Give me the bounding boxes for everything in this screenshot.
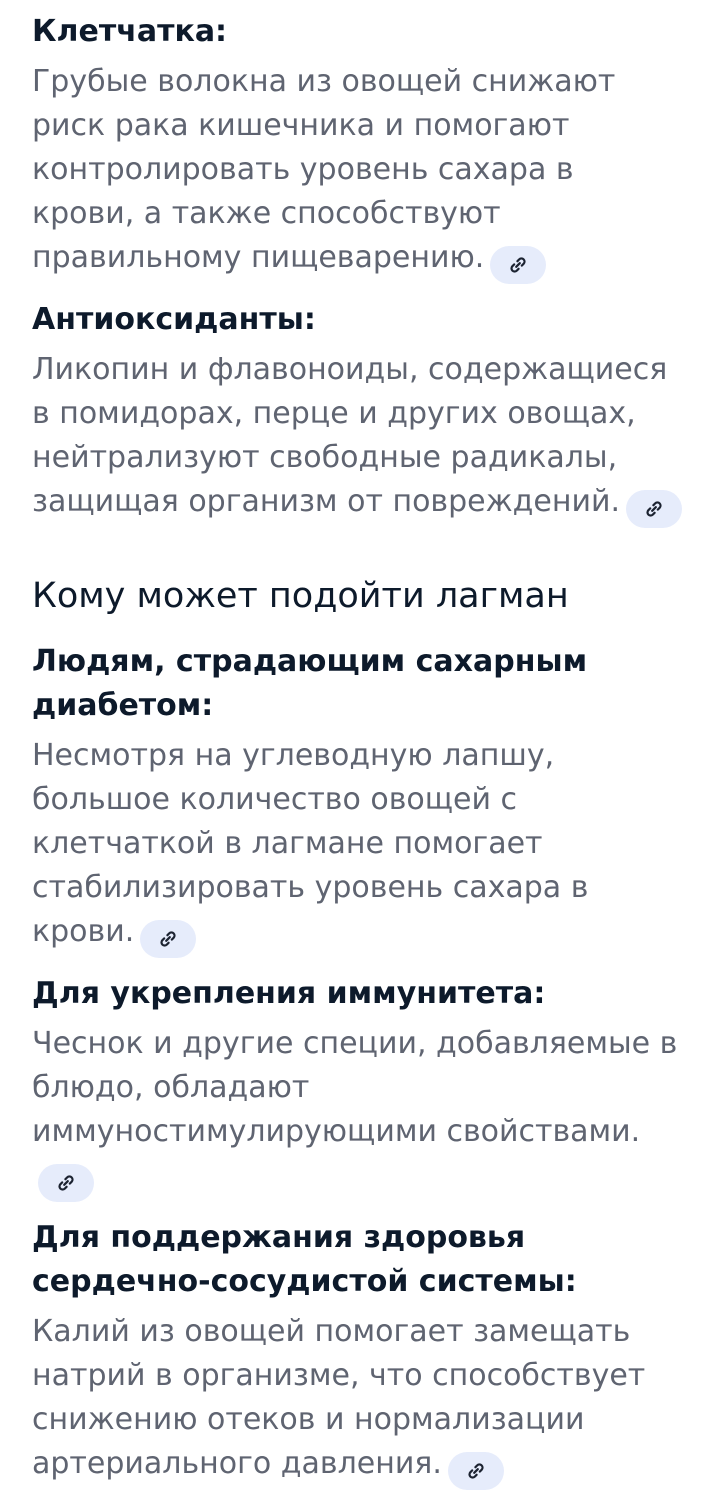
- diabetes-text: Несмотря на углеводную лапшу, большое количество овощей с клетчаткой в лагмане помогает стабилизировать уровень сахара в крови.: [32, 738, 589, 949]
- diabetes-heading: Людям, страдающим сахарным диабетом:: [32, 644, 588, 723]
- link-icon: [158, 929, 178, 949]
- link-icon: [56, 1173, 76, 1193]
- antioxidants-paragraph: [32, 348, 682, 528]
- cardio-text: Калий из овощей помогает замещать натрий в организме, что способствует снижению отеков и нормализации артериального давления.: [32, 1314, 646, 1481]
- link-icon: [644, 499, 664, 519]
- citation-button[interactable]: [448, 1452, 504, 1490]
- answer-content: [0, 10, 720, 1490]
- immunity-paragraph: [32, 1022, 682, 1202]
- link-icon: [508, 255, 528, 275]
- diabetes-paragraph: [32, 734, 682, 958]
- antioxidants-text: Ликопин и флавоноиды, содержащиеся в помидорах, перце и других овощах, нейтрализуют свободные радикалы, защищая организм от повреждений.: [32, 352, 668, 519]
- citation-button[interactable]: [490, 246, 546, 284]
- citation-button[interactable]: [626, 490, 682, 528]
- fiber-text: Грубые волокна из овощей снижают риск рака кишечника и помогают контролировать уровень сахара в крови, а также способствуют правильному пищеварению.: [32, 64, 616, 275]
- antioxidants-heading: Антиоксиданты:: [32, 302, 316, 337]
- link-icon: [466, 1461, 486, 1481]
- cardio-paragraph: [32, 1310, 682, 1490]
- fiber-paragraph: [32, 60, 682, 284]
- immunity-heading: Для укрепления иммунитета:: [32, 976, 546, 1011]
- fiber-heading: Клетчатка:: [32, 14, 228, 49]
- citation-button[interactable]: [38, 1164, 94, 1202]
- cardio-heading: Для поддержания здоровья сердечно-сосудистой системы:: [32, 1220, 577, 1299]
- citation-button[interactable]: [140, 920, 196, 958]
- section-title: Кому может подойти лагман: [32, 576, 569, 616]
- immunity-text: Чеснок и другие специи, добавляемые в блюдо, обладают иммуностимулирующими свойствами.: [32, 1026, 678, 1149]
